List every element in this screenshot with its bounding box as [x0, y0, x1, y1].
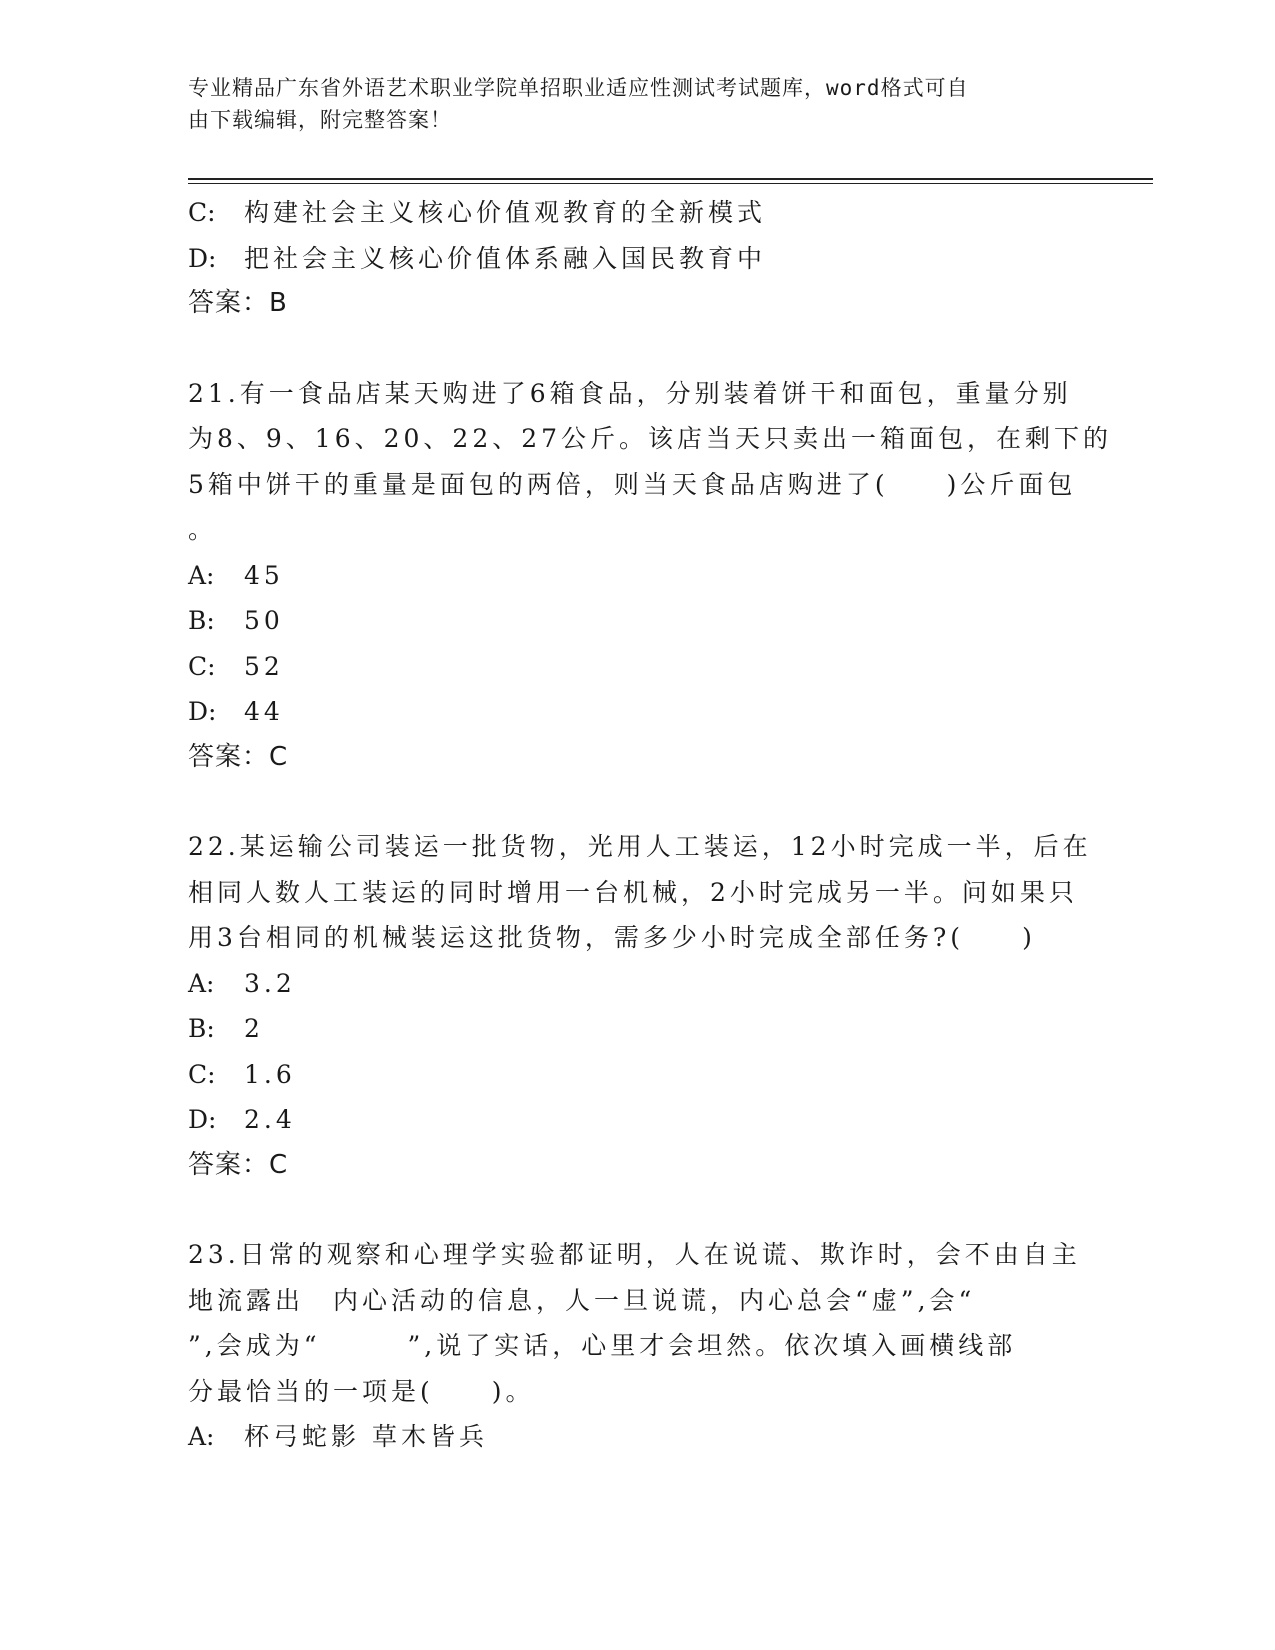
- option-text: 构建社会主义核心价值观教育的全新模式: [244, 198, 767, 227]
- question-22-line-3: 用3台相同的机械装运这批货物，需多少小时完成全部任务?( ): [188, 923, 1036, 952]
- question-21-line-4: 。: [188, 515, 218, 544]
- header-line-1: 专业精品广东省外语艺术职业学院单招职业适应性测试考试题库，word格式可自: [188, 76, 969, 100]
- option-d: [188, 689, 1088, 735]
- option-c: [188, 190, 1088, 236]
- header-line-2: 由下载编辑，附完整答案！: [188, 108, 452, 132]
- answer-line: 答案：C: [188, 1149, 289, 1180]
- option-label: D:: [188, 243, 217, 273]
- answer-line: 答案：B: [188, 288, 288, 318]
- question-23-line-3: ”,会成为“ ”,说了实话，心里才会坦然。依次填入画横线部: [188, 1331, 1017, 1360]
- question-23-line-1: 23.日常的观察和心理学实验都证明，人在说谎、欺诈时，会不由自主: [188, 1240, 1081, 1269]
- option-text: 把社会主义核心价值体系融入国民教育中: [244, 243, 767, 273]
- question-22-line-2: 相同人数人工装运的同时增用一台机械，2小时完成另一半。问如果只: [188, 877, 1078, 907]
- question-21-line-2: 为8、9、16、20、22、27公斤。该店当天只卖出一箱面包，在剩下的: [188, 424, 1113, 453]
- option-text: 52: [244, 651, 284, 681]
- option-a: [188, 961, 1088, 1007]
- option-label: A:: [188, 1422, 215, 1451]
- question-content: [188, 190, 1113, 1460]
- option-text: 2: [244, 1014, 264, 1043]
- answer-line: 答案：C: [188, 741, 289, 772]
- option-b: [188, 1006, 1088, 1052]
- option-text: 2.4: [244, 1105, 296, 1134]
- header-divider-thick: [188, 178, 1153, 180]
- option-label: C:: [188, 1059, 216, 1089]
- option-label: D:: [188, 1105, 217, 1134]
- option-text: 50: [244, 606, 284, 635]
- question-23-line-4: 分最恰当的一项是( )。: [188, 1376, 535, 1406]
- option-label: D:: [188, 697, 217, 726]
- option-c: [188, 1052, 1088, 1098]
- option-label: A:: [188, 560, 215, 590]
- header-divider-thin: [188, 183, 1153, 184]
- option-d: [188, 236, 1088, 282]
- option-label: C:: [188, 651, 216, 681]
- option-text: 1.6: [244, 1059, 296, 1089]
- option-a: [188, 1414, 1088, 1460]
- option-b: [188, 598, 1088, 644]
- option-label: B:: [188, 1014, 215, 1043]
- option-text: 杯弓蛇影 草木皆兵: [244, 1422, 488, 1451]
- option-d: [188, 1097, 1088, 1143]
- question-21-line-1: 21.有一食品店某天购进了6箱食品，分别装着饼干和面包，重量分别: [188, 378, 1072, 408]
- page-header: [188, 72, 1088, 136]
- option-label: B:: [188, 606, 215, 635]
- option-label: A:: [188, 968, 215, 998]
- question-21-line-3: 5箱中饼干的重量是面包的两倍，则当天食品店购进了( )公斤面包: [188, 469, 1077, 499]
- question-23-line-2: 地流露出 内心活动的信息，人一旦说谎，内心总会“虚”,会“: [188, 1285, 976, 1315]
- option-text: 44: [244, 697, 284, 726]
- option-text: 45: [244, 560, 284, 590]
- option-a: [188, 553, 1088, 599]
- option-label: C:: [188, 198, 216, 227]
- option-text: 3.2: [244, 968, 296, 998]
- option-c: [188, 644, 1088, 690]
- question-22-line-1: 22.某运输公司装运一批货物，光用人工装运，12小时完成一半，后在: [188, 832, 1092, 861]
